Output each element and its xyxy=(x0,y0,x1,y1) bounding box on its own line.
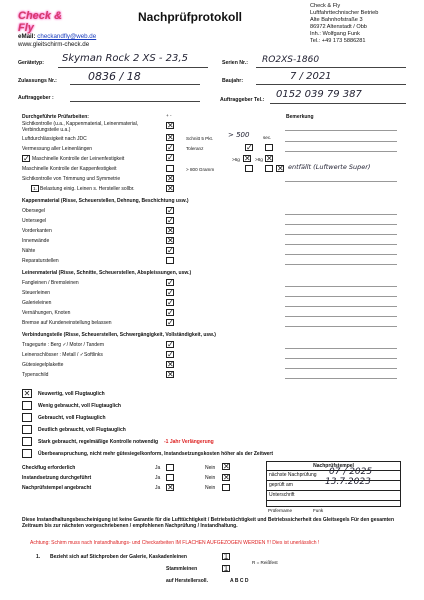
stammleinen-box[interactable]: 1 xyxy=(223,564,229,573)
bemerkung-line xyxy=(285,368,397,369)
leinen-checkbox[interactable]: ✓ xyxy=(167,278,174,287)
contact-line: 86972 Altenstadt / Obb xyxy=(310,24,367,30)
leinen-checkbox[interactable]: ✓ xyxy=(167,308,174,317)
verbindung-checkbox[interactable]: ✕ xyxy=(167,370,174,379)
pruefername-value: Funk xyxy=(313,508,324,513)
zulassung-value[interactable]: 0836 / 18 xyxy=(88,70,141,83)
verlaengerung-note: -1 Jahr Verlängerung xyxy=(164,439,214,445)
zustand-label: Wenig gebraucht, voll Flugtauglich xyxy=(38,403,121,409)
belastung-number: 1. xyxy=(31,185,39,192)
bemerkung-line xyxy=(285,181,397,182)
contact-line: Tel.: +49 173 5886281 xyxy=(310,38,366,44)
leinenfestigkeit-checkbox[interactable]: ✓ xyxy=(23,154,30,163)
auftraggeber-tel-underline xyxy=(270,103,406,104)
leinen-checkbox[interactable]: ✓ xyxy=(167,318,174,327)
check-kappenfestigkeit: Maschinelle Kontrolle der Kappenfestigkeit xyxy=(22,166,117,172)
nein-label: Nein xyxy=(205,485,216,491)
stempel-ja-box[interactable]: ✕ xyxy=(167,483,174,492)
kappen-row: Nähte xyxy=(22,248,36,254)
contact-block xyxy=(310,3,378,45)
toleranz-minus-box[interactable] xyxy=(265,144,273,151)
vermessung-plus-box[interactable]: ✓ xyxy=(167,143,174,152)
ja-label: Ja xyxy=(155,465,161,471)
stempel-nein-box[interactable] xyxy=(222,484,230,491)
nachpruefstempel-label: Nachprüfstempel angebracht xyxy=(22,485,92,491)
stichprobe-box[interactable]: 1 xyxy=(223,552,229,561)
bemerkung-line xyxy=(285,244,397,245)
zustand-label: Deutlich gebraucht, voll Flugtauglich xyxy=(38,427,126,433)
kappen-plus-box[interactable] xyxy=(245,165,253,172)
auftraggeber-underline xyxy=(70,101,200,102)
abcd-label: A B C D xyxy=(230,578,249,584)
ja-label: Ja xyxy=(155,485,161,491)
leinen-row: Galerieleinen xyxy=(22,300,52,306)
kappen-row: Obersegel xyxy=(22,208,46,214)
kappen-header: Kappenmaterial (Risse, Scheuerstellen, Dehnung, Beschichtung usw.) xyxy=(22,198,189,204)
bemerkung-line xyxy=(285,348,397,349)
trimmung-plus-box[interactable]: ✕ xyxy=(167,174,174,183)
stamp-row-unterschrift xyxy=(267,491,400,501)
auftraggeber-tel-label: Auftraggeber Tel.: xyxy=(220,97,265,103)
nein-label: Nein xyxy=(205,465,216,471)
verbindung-row: Typenschild xyxy=(22,372,49,378)
bemerkung-line xyxy=(285,224,397,225)
unterschrift-label: Unterschrift xyxy=(269,492,295,498)
gramm-label: > 800 Gramm xyxy=(186,167,215,172)
zustand-label: Stark gebraucht, regelmäßige Kontrolle notwendig xyxy=(38,439,159,445)
email-link[interactable]: checkandfly@web.de xyxy=(37,33,97,40)
sec-label: sec. xyxy=(263,135,272,140)
bemerkung-line xyxy=(285,264,397,265)
sicht-plus-box[interactable]: ✕ xyxy=(167,121,174,130)
verbindung-checkbox[interactable]: ✓ xyxy=(167,340,174,349)
instandsetzung-label: Instandsetzung durchgeführt xyxy=(22,475,92,481)
contact-line: Luftfahrttechnischer Betrieb xyxy=(310,10,379,16)
email-label: eMail: xyxy=(18,33,36,40)
checks-header: Durchgeführte Prüfarbeiten: xyxy=(22,114,89,120)
checkflug-label: Checkflug erforderlich xyxy=(22,465,76,471)
zulassung-underline xyxy=(70,84,200,85)
geraetetyp-underline xyxy=(58,67,208,68)
bemerkung-line xyxy=(285,378,397,379)
check-vermessung: Vermessung aller Leinenlängen xyxy=(22,146,93,152)
baujahr-value[interactable]: 7 / 2021 xyxy=(290,71,332,82)
zustand-checkbox[interactable] xyxy=(22,425,32,434)
kappen-row: Untersegel xyxy=(22,218,47,224)
check-trimmung: Sichtkontrolle von Trimmung und Symmetrie xyxy=(22,176,121,182)
baujahr-underline xyxy=(256,84,406,85)
bemerkung-line xyxy=(285,296,397,297)
verbindung-row: Gütesiegelplakette xyxy=(22,362,64,368)
auftraggeber-tel-value[interactable]: 0152 039 79 387 xyxy=(276,89,362,100)
leinen-row: Steuerleinen xyxy=(22,290,51,296)
leinen-row: Fangleinen / Bremsleinen xyxy=(22,280,79,286)
leinen-header: Leinenmaterial (Risse, Schnitte, Scheuerstellen, Abspleissungen, usw.) xyxy=(22,270,192,276)
bemerkung-line xyxy=(285,234,397,235)
kappen-checkbox[interactable]: ✓ xyxy=(167,206,174,215)
contact-line: Inh.: Wolfgang Funk xyxy=(310,31,360,37)
stamp-row-geprueft xyxy=(267,477,400,491)
leinen-row: Vernähungen, Knoten xyxy=(22,310,71,316)
leinen-checkbox[interactable]: ✓ xyxy=(167,288,174,297)
zulassung-label: Zulassungs Nr.: xyxy=(18,78,57,84)
stichprobe-number: 1. xyxy=(36,554,41,560)
verbindung-row: Tragegurte : Berg ✓/ Motor / Tandem xyxy=(22,342,105,348)
kappen-checkbox[interactable]: ✓ xyxy=(167,246,174,255)
auftraggeber-label: Auftraggeber : xyxy=(18,95,54,101)
toleranz-plus-box[interactable]: ✓ xyxy=(246,143,253,152)
achtung-text: Achtung: Schirm muss nach Instandhaltungs- und Checkarbeiten IM FLACHEN AUFGEZOGEN WERDEN !!! Dies ist unerlässlich ! xyxy=(30,540,320,546)
zustand-checkbox[interactable] xyxy=(22,437,32,446)
kappen-row: Reparaturstellen xyxy=(22,258,59,264)
page-title: Nachprüfprotokoll xyxy=(138,10,242,24)
geprueft-value[interactable]: 13.7.2023 xyxy=(325,477,371,487)
leinen-checkbox[interactable]: ✓ xyxy=(167,298,174,307)
nachpruefstempel-box xyxy=(266,461,401,507)
leinenfestigkeit-plus-box[interactable]: ✓ xyxy=(167,153,174,162)
plus-minus-header: + - xyxy=(166,113,172,118)
g6-box[interactable]: ✕ xyxy=(244,154,251,163)
kappenfestigkeit-plus-box[interactable] xyxy=(166,165,174,172)
checkflug-nein-box[interactable]: ✕ xyxy=(223,462,230,471)
kappen-minus-box[interactable] xyxy=(265,165,273,172)
bemerkung-line xyxy=(285,316,397,317)
zustand-checkbox[interactable] xyxy=(22,401,32,410)
ja-label: Ja xyxy=(155,475,161,481)
bemerkung-header: Bemerkung xyxy=(286,114,314,120)
bemerkung-line xyxy=(285,286,397,287)
verbindung-checkbox[interactable]: ✓ xyxy=(167,350,174,359)
entfaellt-box[interactable]: ✕ xyxy=(277,164,284,173)
entfaellt-note: entfällt (Luftwerte Super) xyxy=(288,163,371,171)
zustand-label: Gebraucht, voll Flugtauglich xyxy=(38,415,106,421)
kappen-checkbox[interactable]: ✓ xyxy=(167,216,174,225)
email-line xyxy=(18,33,96,40)
check-sichtkontrolle: Sichtkontrolle (u.a., Kappenmaterial, Leinenmaterial, Verbindungsteile u.a.) xyxy=(22,121,139,133)
bemerkung-line xyxy=(285,326,397,327)
verbindung-header: Verbindungsteile (Risse, Scheuerstellen, Schwergängigkeit, Vollständigkeit, usw.) xyxy=(22,332,216,338)
luft-plus-box[interactable]: ✕ xyxy=(167,133,174,142)
stichprobe-text: Bezieht sich auf Stichproben der Galerie, Kaskadenleinen xyxy=(50,554,187,560)
kappen-checkbox[interactable]: ✕ xyxy=(167,226,174,235)
zustand-checkbox[interactable]: ✕ xyxy=(23,389,31,398)
instandsetzung-nein-box[interactable]: ✕ xyxy=(223,473,230,482)
leinen-row: Bremse auf Kundeneinstellung belassen xyxy=(22,320,112,326)
schnitt-value: > 500 xyxy=(228,131,250,139)
contact-line: Check & Fly xyxy=(310,3,341,9)
bemerkung-line xyxy=(285,141,397,142)
zustand-checkbox[interactable] xyxy=(22,449,32,458)
check-belastung: Belastung einig. Leinen s. Hersteller sollbr. xyxy=(40,186,135,192)
kappen-checkbox[interactable] xyxy=(166,257,174,264)
disclaimer-text: Diese Instandhaltungsbescheinigung ist keine Garantie für die Lufttüchtigkeit / Betriebstüchtigkeit und Betriebssicherheit des Gleitsegels Für den gesamten Zeitraum bis zur nächsten vorgeschriebenen / empfohlenen Nachprüfung / Instandhaltung. xyxy=(22,517,395,529)
kappen-row: Vorderkanten xyxy=(22,228,52,234)
checkflug-ja-box[interactable] xyxy=(166,464,174,471)
stamp-title: Nachprüfstempel xyxy=(267,462,400,471)
naechste-value[interactable]: 07 / 2025 xyxy=(329,467,373,477)
kappen-checkbox[interactable]: ✕ xyxy=(167,236,174,245)
check-leinenfestigkeit: Maschinelle Kontrolle der Leinenfestigkeit xyxy=(32,156,125,162)
geraetetyp-value[interactable]: Skyman Rock 2 XS - 23,5 xyxy=(62,53,188,64)
bemerkung-line xyxy=(285,306,397,307)
g8-box[interactable]: ✕ xyxy=(266,154,273,163)
schnitt-label: Schnitt 5 Pkt. xyxy=(186,136,214,141)
contact-line: Alte Bahnhofstraße 3 xyxy=(310,17,363,23)
bemerkung-line xyxy=(285,214,397,215)
verbindung-checkbox[interactable]: ✕ xyxy=(167,360,174,369)
zustand-label: Überbeanspruchung, nicht mehr gütesiegelkonform, Instandsetzungskosten höher als der Zeitwert xyxy=(38,451,274,457)
stammleinen-label: Stammleinen xyxy=(166,566,198,572)
pruefername-label: Prüfername xyxy=(268,508,293,513)
g6-label: >6g xyxy=(232,157,240,162)
bemerkung-line xyxy=(285,254,397,255)
bemerkung-line xyxy=(285,358,397,359)
serien-value[interactable]: RO2XS-1860 xyxy=(262,55,320,65)
belastung-plus-box[interactable]: ✕ xyxy=(167,184,174,193)
herstellersoll-label: auf Herstellersoll. xyxy=(166,578,208,584)
naechste-label: nächste Nachprüfung xyxy=(269,472,317,478)
geraetetyp-label: Gerätetyp: xyxy=(18,60,44,66)
instandsetzung-ja-box[interactable] xyxy=(166,474,174,481)
reisfest-label: R = Reißfest xyxy=(252,560,278,565)
baujahr-label: Baujahr: xyxy=(222,78,244,84)
zustand-label: Neuwertig, voll Flugtauglich xyxy=(38,391,105,397)
g8-label: >8g xyxy=(255,157,263,162)
check-luftdurchlaessigkeit: Luftdurchlässigkeit nach JDC xyxy=(22,136,87,142)
kappen-row: Innenwände xyxy=(22,238,50,244)
bemerkung-line xyxy=(285,151,397,152)
verbindung-row: Leinenschlösser : Metall / ✓Softlinks xyxy=(22,352,103,358)
toleranz-label: Toleranz xyxy=(186,146,204,151)
serien-underline xyxy=(256,67,406,68)
bemerkung-line xyxy=(285,130,397,131)
website-link[interactable]: www.gleitschirm-check.de xyxy=(18,41,90,48)
nein-label: Nein xyxy=(205,475,216,481)
serien-label: Serien Nr.: xyxy=(222,60,248,66)
company-logo: Check & Fly xyxy=(18,10,63,34)
geprueft-label: geprüft am xyxy=(269,482,293,488)
zustand-checkbox[interactable] xyxy=(22,413,32,422)
